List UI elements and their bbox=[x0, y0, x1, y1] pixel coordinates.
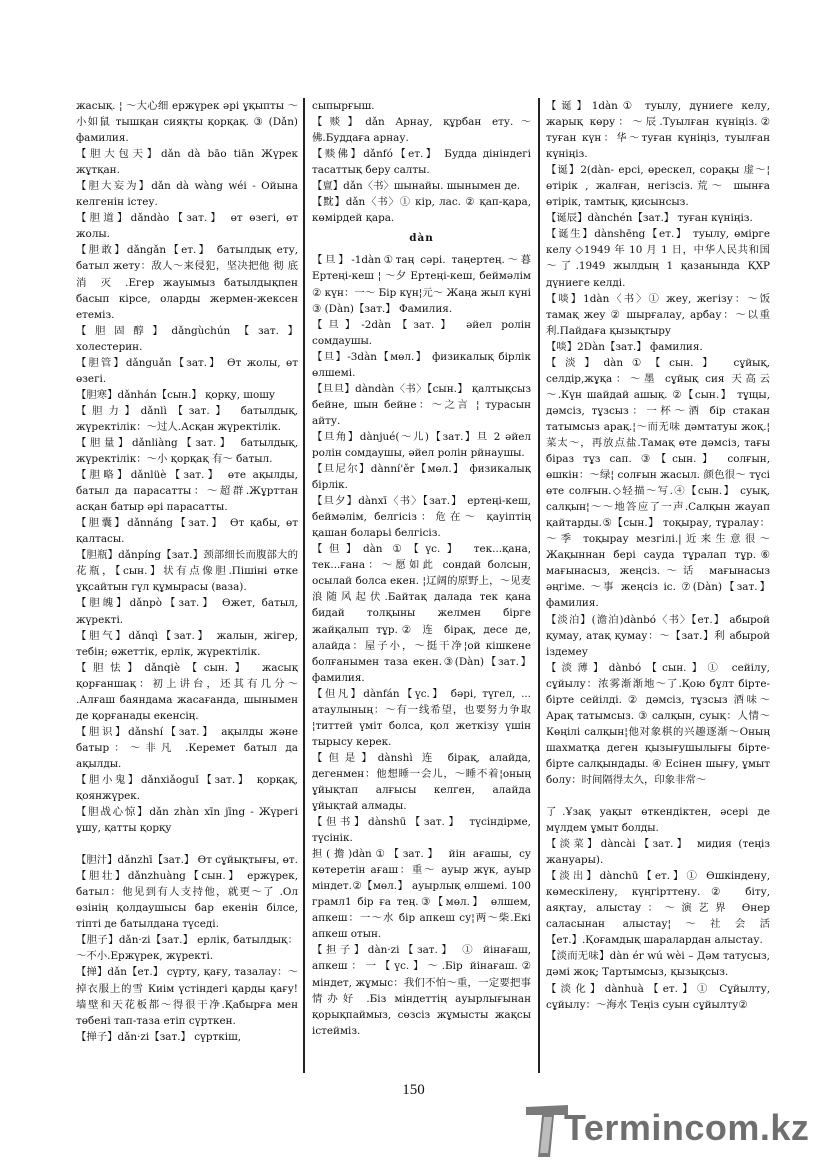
dictionary-entry: 【黕】dǎn〈书〉① кір, лас. ② қап-қара, көмірдей қара. bbox=[312, 196, 531, 225]
dictionary-entry: 【诞】1dàn① туылу, дүниеге келу, жарық көру：～辰.Туылған күніңіз.② туған күн：华～туған күніңіз, туылған күніңіз. bbox=[546, 100, 770, 161]
dictionary-entry: 担(擔)dàn①【зат.】 йін ағашы, су көтеретін ағаш：重～ ауыр жүк, ауыр міндет.②【мөл.】 ауырлық өлшемі. 100 грамл1 бір ға тең.③【мөл.】 өлшем, апкеш：一～水 бір апкеш су¦两～柴.Екі апкеш отын. bbox=[312, 848, 531, 941]
dictionary-entry: 【胆量】dǎnliàng【зат.】 батылдық, жүректілік：～小 қорқақ 有～ батыл. bbox=[76, 436, 298, 466]
dictionary-entry: 【胆子】dǎn·zi【зат.】 ерлік, батылдық：～不小.Ержүрек, жүректі. bbox=[76, 934, 298, 963]
dictionary-entry: 【掸子】dǎn·zi【зат.】 сүрткіш, bbox=[76, 1030, 242, 1043]
dictionary-entry: 【淡化】dànhuà【ет.】① Сұйылту, сұйылу：～海水 Теңіз суын сұйылту② bbox=[546, 982, 770, 1011]
dictionary-entry: 【胆战心惊】dǎn zhàn xīn jīng - Жүрегі ұшу, қатты қорқу bbox=[76, 806, 298, 835]
dictionary-entry: 【赕】dǎn Арнау, құрбан ету.～佛.Буддаға арнау. bbox=[312, 116, 531, 145]
dictionary-entry: 【旦尼尔】dànní'ěr【мөл.】 физикалық бірлік. bbox=[312, 463, 531, 492]
dictionary-entry: 【胆敢】dǎngǎn【ет.】 батылдық ету, батыл жету：敌人～来侵犯，坚决把他 彻 底 消 灭 .Егер жауымыз батылдықпен басып кірсе, оларды жермен-жексен етеміз. bbox=[76, 244, 298, 321]
dictionary-entry: 【啖】2Dàn【зат.】 фамилия. bbox=[546, 340, 703, 353]
dictionary-entry: 【胆略】dǎnlüè【зат.】 өте ақылды, батыл да парасатты：～超群.Жұрттан асқан батыр әрі парасатты. bbox=[76, 469, 298, 514]
dictionary-entry: 【胆囊】dǎnnáng【зат.】 Өт қабы, өт қалтасы. bbox=[76, 517, 298, 546]
column-divider bbox=[303, 98, 305, 1073]
section-heading: dàn bbox=[409, 232, 434, 245]
dictionary-entry: 【淡薄】dànbó【сын.】① сейілу, сұйылу：浓雾渐渐地～了.Қою бұлт бірте-бірте сейілді. ② дәмсіз, тұзсыз 酒味～ Арақ татымсыз. ③ салқын, суық：人情～ Көңілі салқын¦他对象棋的兴趣逐渐～Оның шахматқа деген қызығушылығы бірте-бірте салқындады. ④ Есінен шығу, ұмыт болу：时间隔得太久，印象非常～ bbox=[546, 661, 770, 786]
termincom-logo bbox=[522, 1103, 822, 1163]
dictionary-entry: 【啖】1dàn〈书〉① жеу, жегізу：～饭 тамақ жеу ② шырғалау, арбау：～以重利.Пайдаға қызықтыру bbox=[546, 292, 770, 337]
dictionary-entry: 【赕佛】dǎnfó【ет.】 Будда дініндегі тасаттық беру салты. bbox=[312, 148, 531, 177]
dictionary-entry: 【旦夕】dànxī〈书〉【зат.】 ертеңі-кеш, беймәлім, белгісіз：危在～ қауіптің қашан боларьі белгісіз. bbox=[312, 495, 531, 540]
dictionary-entry: 【胆怯】dǎnqiè【сын.】 жасық қорғаншақ：初上讲台，还其有几分～ .Алғаш баяндама жасағанда, шынымен де қорғанады екенсің. bbox=[76, 661, 298, 722]
dictionary-entry: 【旦】-2dàn【зат.】 әйел ролін сомдаушы. bbox=[312, 318, 531, 347]
dictionary-entry: 【旦角】dànjué(～儿)【зат.】旦 2 әйел ролін сомдаушы, әйел ролін рйнаушы. bbox=[312, 430, 531, 459]
dictionary-entry: 【胆寒】dǎnhán【сын.】 қорқу, шошу bbox=[76, 388, 275, 401]
dictionary-entry: 【诞】2(dàn- ерсі, өрескел, сорақы 虚～¦ өтірік , жалған, негізсіз.荒～ шынға өтірік, тамтық, қисынсыз. bbox=[546, 164, 770, 209]
dictionary-entry: 【旦】-3dàn【мөл.】 физикалық бірлік өлшемі. bbox=[312, 350, 531, 379]
dictionary-entry: 【胆大包天】dǎn dà bāo tiān Жүрек жұтқан. bbox=[76, 148, 298, 177]
dictionary-entry: 【亶】dǎn〈书〉шынайы. шынымен де. bbox=[312, 180, 521, 193]
dictionary-entry: 【胆力】dǎnlì【зат.】 батылдық, жүректілік：～过人.Асқан жүректілік. bbox=[76, 404, 298, 433]
column-left bbox=[76, 98, 298, 1073]
dictionary-entry: 【胆识】dǎnshí【зат.】 ақылды және батыр：～非凡 .Керемет батыл да ақылды. bbox=[76, 725, 298, 770]
dictionary-entry: 【淡泊】(澹泊)dànbó〈书〉【ет.】 абырой қумау, атақ қумау：～【зат.】利 абырой іздемеу bbox=[546, 613, 770, 658]
dictionary-entry: 【胆道】dǎndào【зат.】 өт өзегі, өт жолы. bbox=[76, 212, 298, 241]
column-middle bbox=[312, 98, 531, 1073]
dictionary-entry: 【但书】dànshū【зат.】 түсіндірме, түсінік. bbox=[312, 816, 531, 845]
dictionary-entry: 【胆瓶】dǎnpíng【зат.】颈部细长而腹部大的花瓶，【сын.】状有点像胆.Пішіні өтке ұқсайтын гүл құмырасы (ваза). bbox=[76, 549, 298, 594]
dictionary-entry: 【胆汁】dǎnzhī【зат.】 Өт сұйықтығы, өт. bbox=[76, 854, 298, 867]
blank-line bbox=[76, 836, 298, 852]
dictionary-entry: 【胆固醇】dǎngùchún【зат.】 холестерин. bbox=[76, 324, 298, 353]
dictionary-entry: 【胆魄】dǎnpò【зат.】 Өжет, батыл, жүректі. bbox=[76, 597, 298, 626]
watermark-text: Termincom.kz bbox=[564, 1107, 810, 1148]
dictionary-entry: 【淡而无味】dàn ér wú wèi – Дәм татусыз, дәмі жоқ; Тартымсыз, қызықсыз. bbox=[546, 950, 770, 979]
dictionary-entry: 【诞辰】dànchén【зат.】 туған күніңіз. bbox=[546, 212, 753, 225]
dictionary-entry: 【掸】dǎn【ет.】 сүрту, қағу, тазалау：～掉衣服上的雪 Киім үстіндегі қарды қағу!墙壁和天花板都～得很干净.Қабырға мен төбені тап-таза етіп сүрткен. bbox=[76, 966, 298, 1027]
dictionary-entry: 【淡菜】dàncài【зат.】 мидия (теңіз жануары). bbox=[546, 838, 770, 867]
dictionary-entry: 【但是】dànshì 连 бірақ, алайда, дегенмен：他想睡一会儿，～睡不着¦оның ұйықтап алғысы келген, алайда ұйықтай алмады. bbox=[312, 751, 531, 813]
dictionary-entry: 【胆大妄为】dǎn dà wàng wéi - Ойына келгенін істеу. bbox=[76, 180, 298, 209]
dictionary-entry: 【胆小鬼】dǎnxiǎoguǐ【зат.】 қорқақ, қоянжүрек. bbox=[76, 773, 298, 803]
blank-line bbox=[546, 788, 770, 804]
column-divider bbox=[538, 98, 540, 1073]
dictionary-entry: 【淡】dàn①【сын.】 сұйық, селдір,жұқа：～墨 сұйық сия 天高云～.Күн шайдай ашық. ②【сын.】 тұщы, дәмсіз, тұзсыз：一杯～酒 бір стакан татымсыз арақ.¦～而无味 дәмтатуы жоқ.¦菜太～，再放点盐.Тамақ өте дәмсіз, тағы біраз тұз сап. ③【сын.】 солғын, өшкін：～绿¦ солғын жасыл. 颜色很～ түсі өте солғын.◇轻描～写.④【сын.】 суық, салқын¦～～地答应了一声.Салқын жауап қайтарды.⑤【сын.】 тоқырау, тұралау：～季 тоқырау мезгілі.|近来生意很～ Жақыннан бері сауда тұралап тұр.⑥ мағынасыз, жеңсіз.～话 мағынасыз әңгіме. ～事 жеңсіз іс. ⑦(Dàn)【зат.】 фамилия. bbox=[546, 356, 770, 610]
dictionary-entry: 【旦】-1dàn①таң сәрі. таңертең.～暮 Ертеңі-кеш ¦ ～夕 Ертеңі-кеш, беймәлім ② күн：一～ Бір күн¦元～ Жаңа жыл күні ③ (Dàn)【зат.】 Фамилия. bbox=[312, 254, 531, 315]
dictionary-entry: 【但】dàn ①【үс.】 тек...қана, тек...ғана：～愿如此 сондай болсын, осылай болса екен. ¦辽阔的原野上，～见麦浪随风起伏.Байтақ далада тек қана бидай толқыны желмен бірге жайқалып тұр.② 连 бірақ, десе де, алайда：屋子小，～挺干净¦ой кішкене болғанымен таза екен.③(Dàn)【зат.】 фамилия. bbox=[312, 543, 531, 684]
dictionary-entry: 【诞生】dànshēng【ет.】 туылу, өмірге келу ◇1949 年 10 月 1 日，中华人民共和国～了.1949 жылдың 1 қазанында ҚХР дүниеге келді. bbox=[546, 228, 770, 289]
dictionary-entry: 【但凡】dànfán【үс.】 бәрі, түгел, ... атаулының：～有一线希望，也要努力争取¦титтей үміт болса, қол жеткізу үшін тырысу керек. bbox=[312, 687, 531, 748]
page-number: 150 bbox=[402, 1082, 425, 1098]
dictionary-entry: 【胆气】dǎnqì【зат.】 жалын, жігер, тебін; өжеттік, ерлік, жүректілік. bbox=[76, 629, 298, 658]
dictionary-entry: 【胆管】dǎnguǎn【зат.】 Өт жолы, өт өзегі. bbox=[76, 356, 298, 385]
dictionary-entry: 【胆壮】dǎnzhuàng【сын.】 ержүрек, батыл：他见到有人支持他，就更～了 .Ол өзінің қолдаушысы бар екенін білсе, тіпті де батылдана түседі. bbox=[76, 870, 298, 931]
dictionary-entry: 【担子】dàn·zi【зат.】 ① йінағаш, апкеш：一【үс.】～.Бір йінағаш.② міндет, жұмыс：我们不怕～重，一定要把事情办好 .Біз міндеттің ауырлығынан қорықпаймыз, сөзсіз жұмысты жақсы істейміз. bbox=[312, 944, 531, 1037]
dictionary-entry: 了.Ұзақ уақыт өткендіктен, әсері де мүлдем ұмыт болды. bbox=[546, 806, 770, 835]
dictionary-entry: жасық. ¦ ～大心细 ержүрек әрі ұқыпты ～小如鼠 тышқан сияқты қорқақ. ③ (Dǎn) фамилия. bbox=[76, 100, 298, 145]
dictionary-entry: 【淡出】dànchū【ет.】① Өшкіндену, көмескілену, күңгірттену.② біту, аяқтау, алыстау：～演艺界 Өнер саласынан алыстау¦～社会活【ет.】.Қоғамдық шаралардан алыстау. bbox=[546, 870, 770, 947]
column-right bbox=[546, 98, 770, 1073]
dictionary-entry: сыпырғыш. bbox=[312, 100, 375, 112]
dictionary-entry: 【旦旦】dàndàn〈书〉【сын.】 қалтықсыз бейне, шын бейне：～之言 ¦ турасын айту. bbox=[312, 382, 531, 427]
